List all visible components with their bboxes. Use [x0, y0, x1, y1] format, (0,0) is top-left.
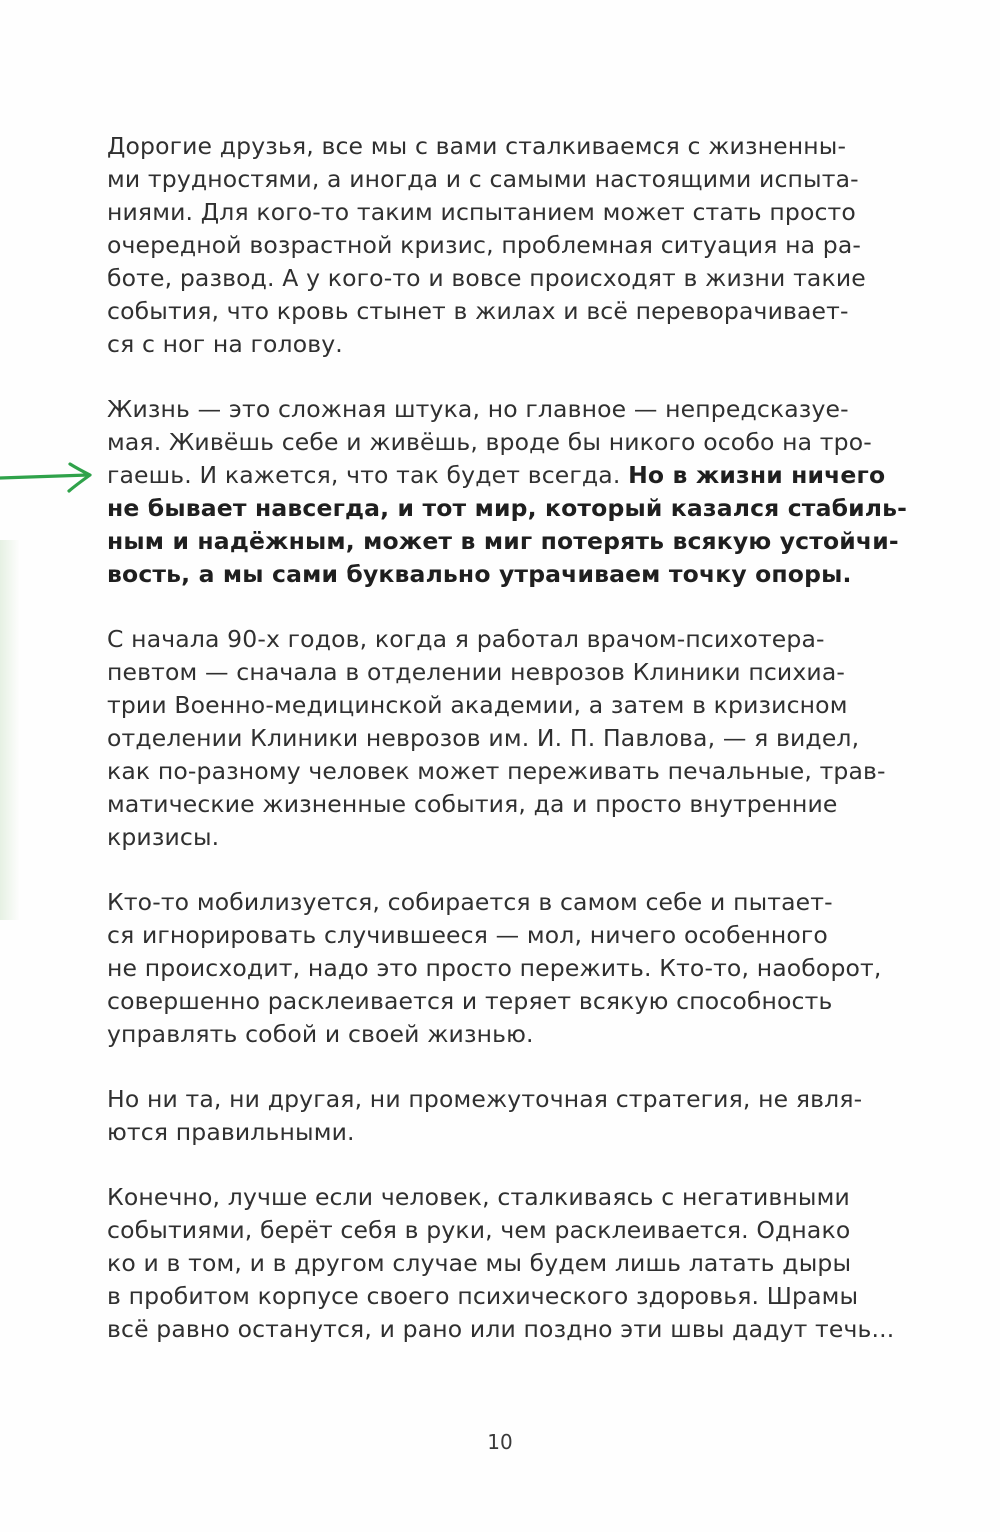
text-line: боте, развод. А у кого-то и вовсе происходят в жизни такие — [107, 264, 866, 292]
paragraph-3 — [107, 623, 912, 854]
text-line: ся игнорировать случившееся — мол, ничего особенного — [107, 921, 828, 949]
text-line-bold: ным и надёжным, может в миг потерять всякую устойчи- — [107, 527, 899, 555]
text-regular: гаешь. И кажется, что так будет всегда. — [107, 461, 629, 489]
page-number: 10 — [487, 1430, 513, 1454]
text-line: Конечно, лучше если человек, сталкиваясь с негативными — [107, 1183, 850, 1211]
text-line: Жизнь — это сложная штука, но главное — непредсказуе- — [107, 395, 849, 423]
text-line: ются правильными. — [107, 1118, 355, 1146]
text-line: управлять собой и своей жизнью. — [107, 1020, 534, 1048]
text-line: как по-разному человек может переживать печальные, трав- — [107, 757, 886, 785]
text-column — [107, 130, 912, 1346]
text-line: в пробитом корпусе своего психического здоровья. Шрамы — [107, 1282, 859, 1310]
text-line: совершенно расклеивается и теряет всякую способность — [107, 987, 833, 1015]
page-edge-tint — [0, 540, 20, 920]
text-line: событиями, берёт себя в руки, чем расклеивается. Однако — [107, 1216, 851, 1244]
text-line: Но ни та, ни другая, ни промежуточная стратегия, не явля- — [107, 1085, 863, 1113]
text-bold: Но в жизни ничего — [628, 461, 886, 489]
text-line: кризисы. — [107, 823, 220, 851]
text-line: трии Военно-медицинской академии, а затем в кризисном — [107, 691, 848, 719]
text-line: не происходит, надо это просто пережить. Кто-то, наоборот, — [107, 954, 882, 982]
text-line: всё равно останутся, и рано или поздно эти швы дадут течь... — [107, 1315, 895, 1343]
text-line-mixed — [107, 459, 912, 492]
text-line: ко и в том, и в другом случае мы будем лишь латать дыры — [107, 1249, 852, 1277]
paragraph-1 — [107, 130, 912, 361]
text-line: мая. Живёшь себе и живёшь, вроде бы никого особо на тро- — [107, 428, 872, 456]
text-line: Кто-то мобилизуется, собирается в самом себе и пытает- — [107, 888, 833, 916]
text-line: очередной возрастной кризис, проблемная ситуация на ра- — [107, 231, 862, 259]
paragraph-2 — [107, 393, 912, 591]
text-line: ся с ног на голову. — [107, 330, 343, 358]
text-line: ниями. Для кого-то таким испытанием может стать просто — [107, 198, 856, 226]
text-line-bold: не бывает навсегда, и тот мир, который казался стабиль- — [107, 494, 908, 522]
text-line-bold: вость, а мы сами буквально утрачиваем точку опоры. — [107, 560, 852, 588]
text-line: матические жизненные события, да и просто внутренние — [107, 790, 838, 818]
text-line: С начала 90-х годов, когда я работал врачом-психотера- — [107, 625, 825, 653]
paragraph-5 — [107, 1083, 912, 1149]
text-line: события, что кровь стынет в жилах и всё переворачивает- — [107, 297, 849, 325]
paragraph-4 — [107, 886, 912, 1051]
text-line: Дорогие друзья, все мы с вами сталкиваемся с жизненны- — [107, 132, 847, 160]
text-line: певтом — сначала в отделении неврозов Клиники психиа- — [107, 658, 845, 686]
paragraph-6 — [107, 1181, 912, 1346]
text-line: ми трудностями, а иногда и с самыми настоящими испыта- — [107, 165, 859, 193]
text-line: отделении Клиники неврозов им. И. П. Павлова, — я видел, — [107, 724, 860, 752]
green-arrow-icon — [0, 460, 96, 496]
